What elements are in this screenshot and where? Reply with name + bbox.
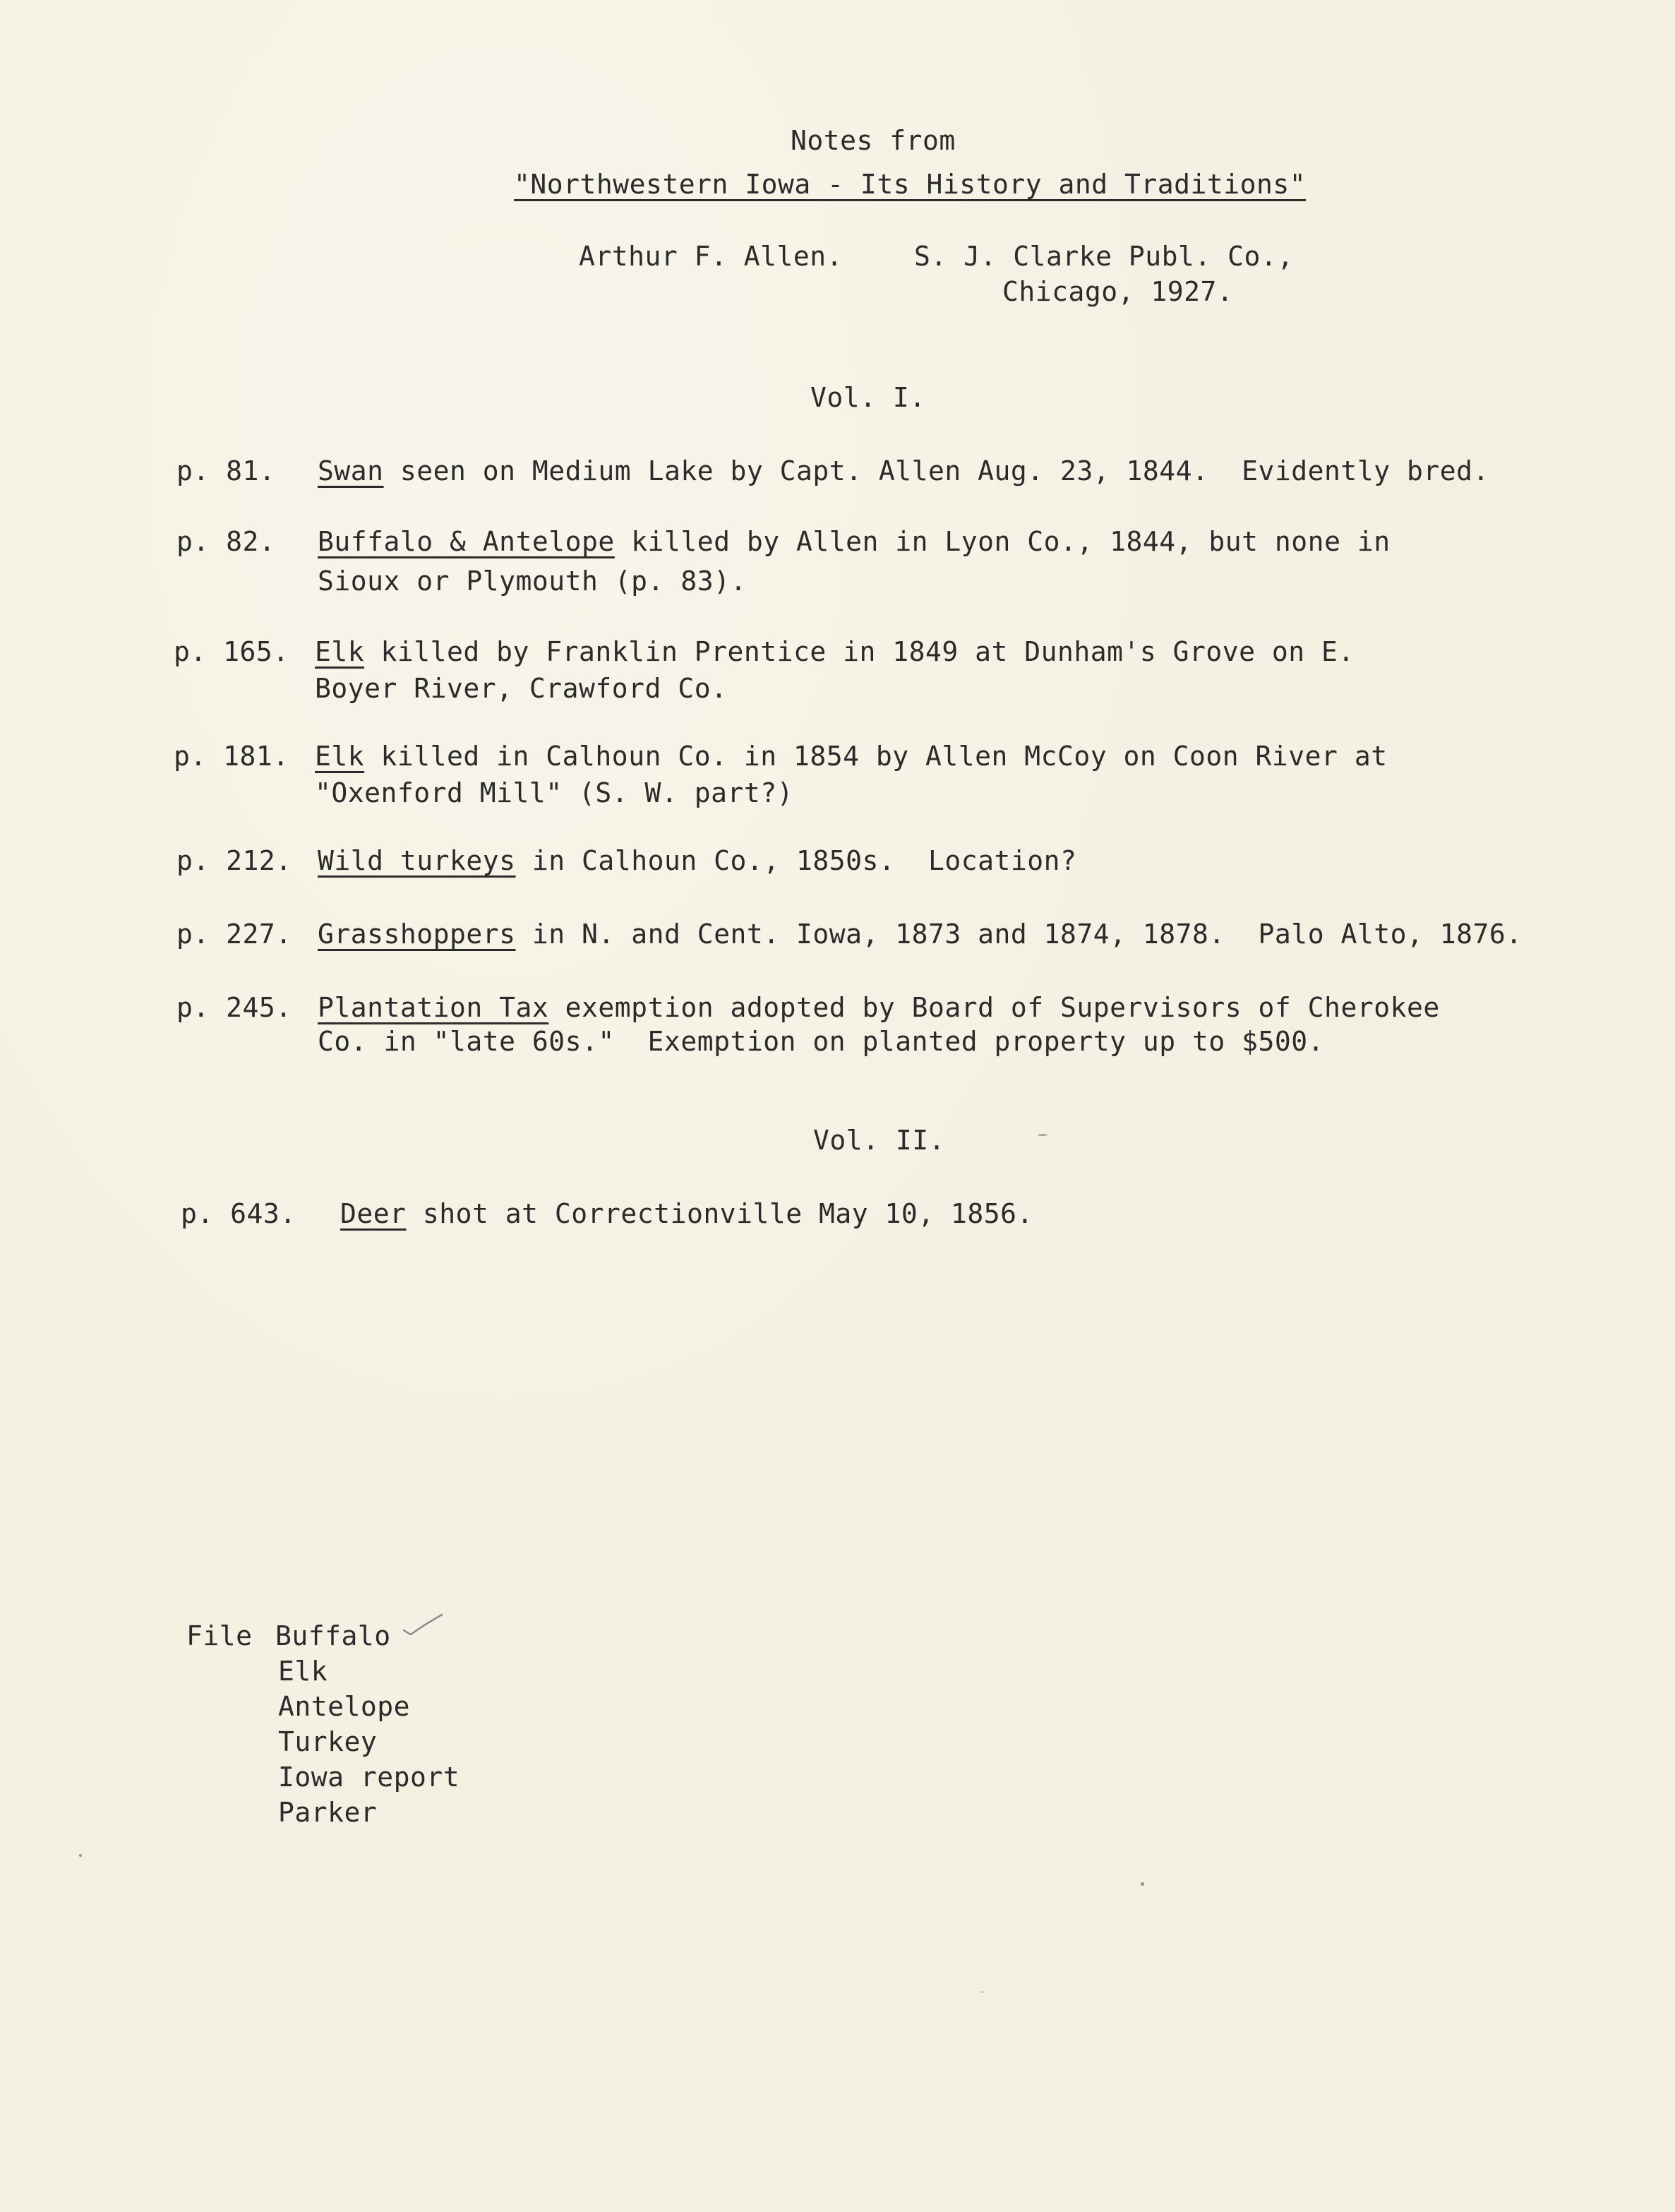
entry-line — [174, 635, 1355, 668]
book-title: "Northwestern Iowa - Its History and Traditions" — [514, 169, 1307, 200]
pencil-checkmark-icon — [402, 1612, 445, 1640]
entry-line — [176, 991, 1440, 1024]
entry-continuation: Sioux or Plymouth (p. 83). — [318, 566, 747, 597]
entry-page: p. 245. — [176, 992, 292, 1023]
entry-text: shot at Correctionville May 10, 1856. — [406, 1198, 1033, 1229]
entry-text: killed by Franklin Prentice in 1849 at Dunham's Grove on E. — [364, 636, 1355, 667]
entry-line — [176, 918, 1523, 950]
entry-line — [176, 455, 1489, 487]
entry-line — [176, 525, 1391, 558]
paper-speck — [79, 1854, 82, 1857]
header-line: Notes from — [791, 125, 956, 156]
entry-continuation: Boyer River, Crawford Co. — [315, 673, 728, 704]
file-item: Parker — [278, 1797, 378, 1828]
paper-speck — [981, 1991, 983, 1993]
paper-speck — [1038, 1134, 1047, 1136]
entry-text: killed in Calhoun Co. in 1854 by Allen McCoy on Coon River at — [364, 741, 1388, 772]
entry-text: in Calhoun Co., 1850s. Location? — [515, 845, 1077, 876]
entry-continuation: "Oxenford Mill" (S. W. part?) — [315, 777, 793, 808]
file-item: Antelope — [278, 1691, 411, 1722]
entry-subject: Elk — [315, 636, 365, 667]
entry-page: p. 227. — [176, 919, 292, 950]
file-item: Turkey — [278, 1726, 378, 1757]
paper-speck — [1141, 1882, 1144, 1886]
entry-line — [176, 844, 1076, 877]
entry-page: p. 181. — [174, 741, 289, 772]
entry-text: exemption adopted by Board of Supervisors of Cherokee — [548, 992, 1440, 1023]
author: Arthur F. Allen. — [579, 241, 843, 272]
entry-page: p. 165. — [174, 636, 289, 667]
entry-page: p. 81. — [176, 455, 276, 486]
vol1-heading: Vol. I. — [810, 382, 926, 413]
file-label: File — [186, 1620, 253, 1651]
entry-subject: Grasshoppers — [318, 919, 516, 950]
entry-subject: Swan — [318, 455, 384, 486]
entry-subject: Deer — [340, 1198, 407, 1229]
entry-subject: Buffalo & Antelope — [318, 526, 615, 557]
entry-page: p. 643. — [181, 1198, 296, 1229]
entry-continuation: Co. in "late 60s." Exemption on planted property up to $500. — [318, 1026, 1325, 1057]
file-item: Iowa report — [278, 1762, 460, 1793]
entry-page: p. 82. — [176, 526, 276, 557]
entry-subject: Elk — [315, 741, 365, 772]
entry-line — [174, 740, 1388, 772]
entry-line — [181, 1197, 1033, 1230]
entry-page: p. 212. — [176, 845, 292, 876]
file-item: Buffalo — [275, 1620, 391, 1651]
vol2-heading: Vol. II. — [813, 1125, 946, 1156]
entry-text: in N. and Cent. Iowa, 1873 and 1874, 1878. Palo Alto, 1876. — [515, 919, 1523, 950]
place-year: Chicago, 1927. — [1002, 276, 1234, 307]
entry-subject: Wild turkeys — [318, 845, 516, 876]
entry-text: killed by Allen in Lyon Co., 1844, but none in — [614, 526, 1391, 557]
entry-subject: Plantation Tax — [318, 992, 549, 1023]
entry-text: seen on Medium Lake by Capt. Allen Aug. 23, 1844. Evidently bred. — [383, 455, 1489, 486]
file-item: Elk — [278, 1656, 328, 1687]
publisher: S. J. Clarke Publ. Co., — [914, 241, 1294, 272]
